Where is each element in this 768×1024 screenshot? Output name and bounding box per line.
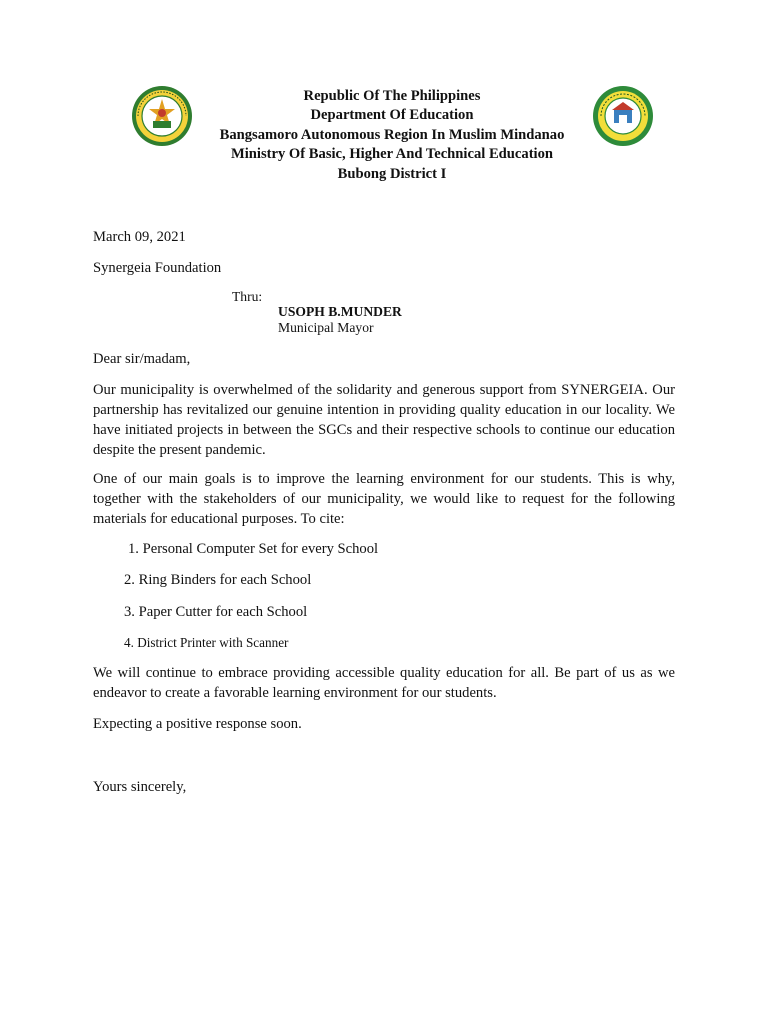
letterhead-ministry: Ministry Of Basic, Higher And Technical Education <box>230 146 554 163</box>
letter-recipient: Synergeia Foundation <box>93 260 222 276</box>
list-item: 1. Personal Computer Set for every School <box>128 541 379 557</box>
list-item: 4. District Printer with Scanner <box>124 635 289 650</box>
letterhead <box>180 87 604 184</box>
paragraph-3-text: We will continue to embrace providing accessible quality education for all. Be part of us as we endeavor to create a favorable learning environment for our students. <box>93 665 675 701</box>
thru-label: Thru: <box>232 289 263 304</box>
letterhead-republic: Republic Of The Philippines <box>303 88 481 104</box>
list-item: 3. Paper Cutter for each School <box>124 604 308 620</box>
thru-title: Municipal Mayor <box>278 320 374 335</box>
list-item: 2. Ring Binders for each School <box>124 572 312 588</box>
letterhead-district: Bubong District I <box>337 165 447 182</box>
closing-line: Expecting a positive response soon. <box>93 716 302 732</box>
letterhead-region: Bangsamoro Autonomous Region In Muslim Mindanao <box>219 126 565 143</box>
letterhead-department: Department Of Education <box>310 107 474 124</box>
paragraph-3 <box>93 663 675 703</box>
paragraph-1-text: Our municipality is overwhelmed of the solidarity and generous support from SYNERGEIA. Our partnership has revitalized our genuine intention in providing quality education in our locality. We have initiated projects in between the SGCs and their respective schools to continue our education despite the present pandemic. <box>93 382 675 458</box>
paragraph-2 <box>93 469 675 529</box>
paragraph-2-text: One of our main goals is to improve the learning environment for our students. This is why, together with the stakeholders of our municipality, we would like to request for the following materials for educational purposes. To cite: <box>93 471 675 527</box>
closing: Yours sincerely, <box>93 779 187 795</box>
paragraph-1 <box>93 380 675 460</box>
letter-date: March 09, 2021 <box>93 229 186 245</box>
thru-name: USOPH B.MUNDER <box>278 304 402 319</box>
salutation: Dear sir/madam, <box>93 351 191 367</box>
